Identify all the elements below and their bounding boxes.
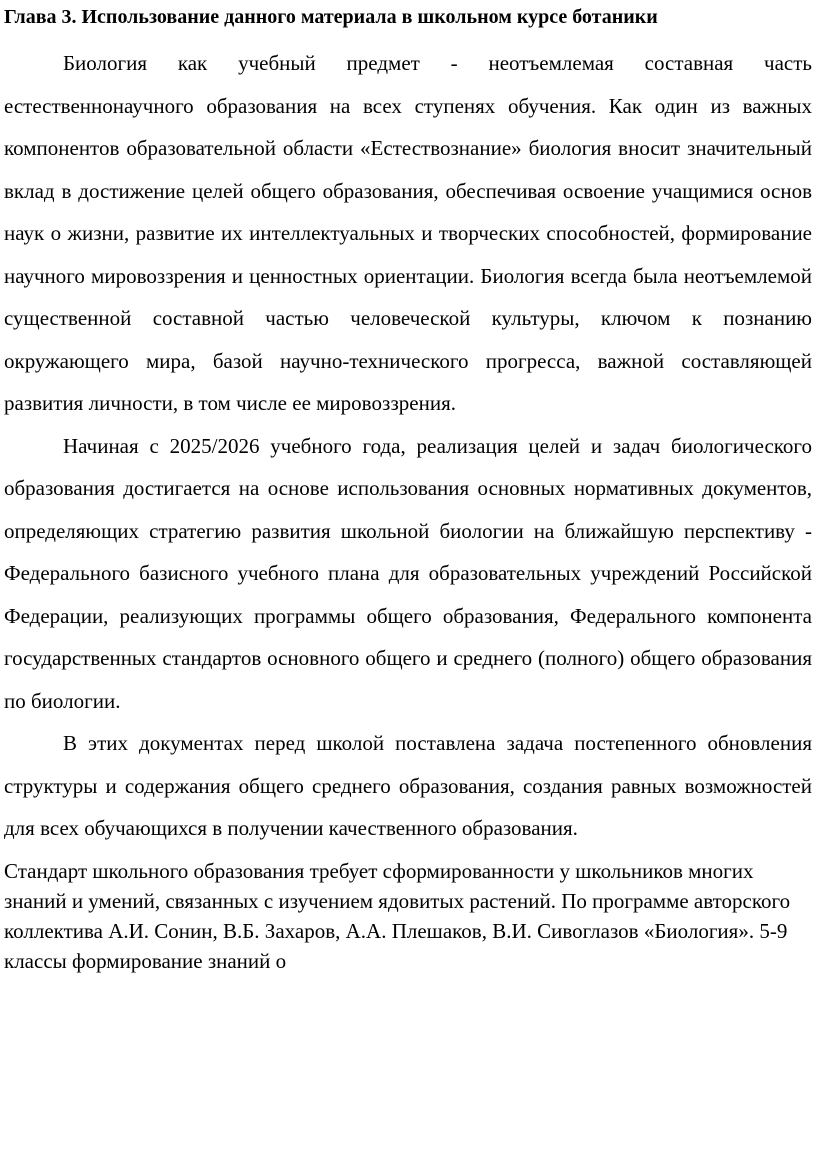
paragraph-4: Стандарт школьного образования требует сформированности у школьников многих знаний и умений, связанных с изучением ядовитых растений. По программе авторского коллектива А.И. Сонин, В.Б. Захаров, А.А. Плешаков, В.И. Сивоглазов «Биология». 5-9 классы формирование знаний о xyxy=(4,858,791,973)
chapter-heading: Глава 3. Использование данного материала в школьном курсе ботаники xyxy=(4,6,658,28)
paragraph-3: В этих документах перед школой поставлена задача постепенного обновления структуры и содержания общего среднего образования, создания равных возможностей для всех обучающихся в получении качественного образования. xyxy=(4,731,812,840)
paragraph-2: Начиная с 2025/2026 учебного года, реализация целей и задач биологического образования достигается на основе использования основных нормативных документов, определяющих стратегию развития школьной биологии на ближайшую перспективу - Федерального базисного учебного плана для образовательных учреждений Российской Федерации, реализующих программы общего образования, Федерального компонента государственных стандартов основного общего и среднего (полного) общего образования по биологии. xyxy=(4,433,812,713)
paragraph-1: Биология как учебный предмет - неотъемлемая составная часть естественнонаучного образования на всех ступенях обучения. Как один из важных компонентов образовательной области «Естествознание» биология вносит значительный вклад в достижение целей общего образования, обеспечивая освоение учащимися основ наук о жизни, развитие их интеллектуальных и творческих способностей, формирование научного мировоззрения и ценностных ориентации. Биология всегда была неотъемлемой существенной составной частью человеческой культуры, ключом к познанию окружающего мира, базой научно-технического прогресса, важной составляющей развития личности, в том числе ее мировоззрения. xyxy=(4,51,812,415)
